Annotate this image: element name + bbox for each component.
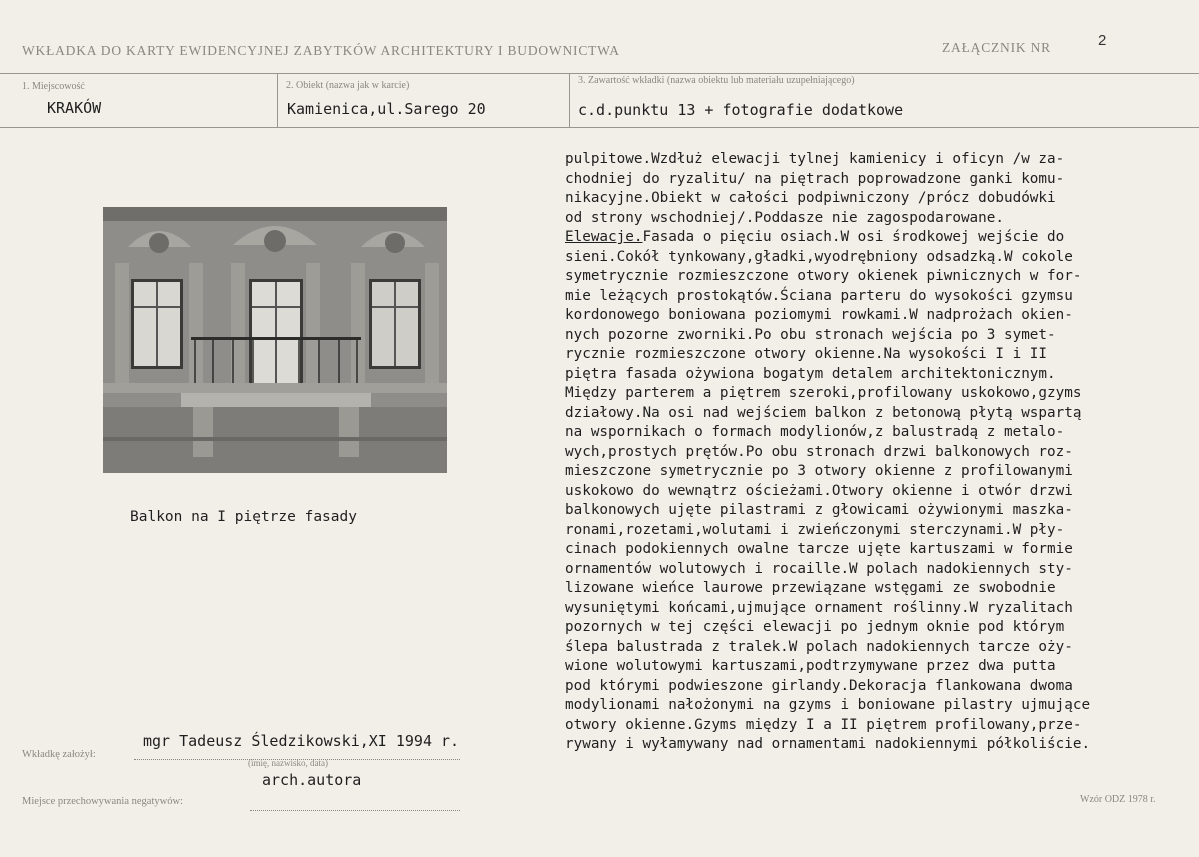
author-label: Wkładkę założył: (22, 749, 96, 760)
text-line: kordonowego boniowana poziomymi rowkami.W nadprożach okien- (565, 307, 1073, 323)
text-line: mie leżących prostokątów.Ściana parteru do wysokości gzymsu (565, 287, 1073, 304)
text-line: otwory okienne.Gzyms między I a II piętrem profilowany,prze- (565, 716, 1082, 733)
heading-continuation: Fasada o pięciu osiach.W osi środkowej wejście do (642, 229, 1065, 245)
annex-label: ZAŁĄCZNIK NR (942, 40, 1051, 55)
text-line: nych pozorne zworniki.Po obu stronach wejścia po 3 symet- (565, 326, 1056, 343)
text-line: uskokowo do wewnątrz ościeżami.Otwory okienne i otwór drzwi (565, 482, 1073, 499)
table-divider-2 (569, 73, 570, 128)
facade-photograph (103, 207, 447, 473)
content-label: 3. Zawartość wkładki (nazwa obiektu lub materiału uzupełniającego) (578, 75, 855, 86)
table-divider-1 (277, 73, 278, 128)
text-line: chodniej do ryzalitu/ na piętrach poprowadzone ganki komu- (565, 170, 1065, 187)
description-text (565, 150, 1180, 755)
text-line: ornamentów wolutowych i rocaille.W polach nadokiennych sty- (565, 560, 1073, 577)
text-line: rycznie rozmieszczone otwory okienne.Na wysokości I i II (565, 346, 1048, 362)
text-line (565, 228, 1180, 248)
form-title: WKŁADKA DO KARTY EWIDENCYJNEJ ZABYTKÓW ARCHITEKTURY I BUDOWNICTWA (22, 43, 620, 58)
text-line: od strony wschodniej/.Poddasze nie zagospodarowane. (565, 209, 1004, 226)
location-value: KRAKÓW (47, 99, 102, 117)
text-line: na wspornikach o formach modylionów,z balustradą z metalo- (565, 424, 1065, 440)
form-mark: Wzór ODZ 1978 r. (1080, 794, 1156, 805)
text-line: lizowane wieńce laurowe przewiązane wstęgami ze swobodnie (565, 580, 1056, 596)
author-role: arch.autora (262, 771, 362, 789)
object-value: Kamienica,ul.Sarego 20 (287, 100, 486, 118)
text-line: wysuniętymi końcami,ujmujące ornament roślinny.W ryzalitach (565, 599, 1073, 616)
object-label: 2. Obiekt (nazwa jak w karcie) (286, 80, 410, 91)
text-line: Między parterem a piętrem szeroki,profilowany uskokowo,gzyms (565, 385, 1082, 401)
text-line: pozornych w tej części elewacji po jednym oknie pod którym (565, 619, 1065, 635)
text-line: wych,prostych prętów.Po obu stronach drzwi balkonowych roz- (565, 443, 1073, 460)
text-line: rywany i wyłamywany nad ornamentami nadokiennymi półkoliście. (565, 736, 1091, 752)
negatives-dotted-line (250, 810, 460, 811)
text-line: balkonowych ujęte pilastrami z głowicami ożywionymi maszka- (565, 502, 1073, 518)
photo-caption: Balkon na I piętrze fasady (130, 509, 357, 525)
table-top-rule (0, 73, 1199, 74)
text-line: ronami,rozetami,wolutami i zwieńczonymi sterczynami.W pły- (565, 521, 1065, 538)
text-line: nikacyjne.Obiekt w całości podpiwniczony /prócz dobudówki (565, 190, 1056, 206)
text-line: ślepa balustrada z tralek.W polach nadokiennych tarcze oży- (565, 638, 1073, 655)
author-value: mgr Tadeusz Śledzikowski,XI 1994 r. (143, 732, 460, 750)
annex-number: 2 (1098, 32, 1107, 49)
text-line: sieni.Cokół tynkowany,gładki,wyodrębniony odsadzką.W cokole (565, 248, 1073, 265)
balcony-photo-illustration (103, 207, 447, 473)
negatives-label: Miejsce przechowywania negatywów: (22, 796, 183, 807)
text-line: modylionami nałożonymi na gzyms i boniowane pilastry ujmujące (565, 697, 1091, 713)
section-heading: Elewacje. (565, 229, 643, 245)
author-hint: (imię, nazwisko, data) (248, 758, 328, 768)
text-line: wione wolutowymi kartuszami,podtrzymywane przez dwa putta (565, 658, 1056, 674)
location-label: 1. Miejscowość (22, 81, 85, 92)
text-line: cinach podokiennych owalne tarcze ujęte kartuszami w formie (565, 541, 1073, 557)
text-line: mieszczone symetrycznie po 3 otwory okienne z profilowanymi (565, 463, 1073, 479)
text-line: pulpitowe.Wzdłuż elewacji tylnej kamienicy i oficyn /w za- (565, 151, 1065, 167)
table-bottom-rule (0, 127, 1199, 128)
content-value: c.d.punktu 13 + fotografie dodatkowe (578, 101, 904, 119)
text-line: piętra fasada ożywiona bogatym detalem architektonicznym. (565, 365, 1056, 382)
text-line: symetrycznie rozmieszczone otwory okienek piwnicznych w for- (565, 268, 1082, 284)
text-line: działowy.Na osi nad wejściem balkon z betonową płytą wspartą (565, 404, 1082, 421)
text-line: pod którymi podwieszone girlandy.Dekoracja flankowana dwoma (565, 677, 1073, 694)
